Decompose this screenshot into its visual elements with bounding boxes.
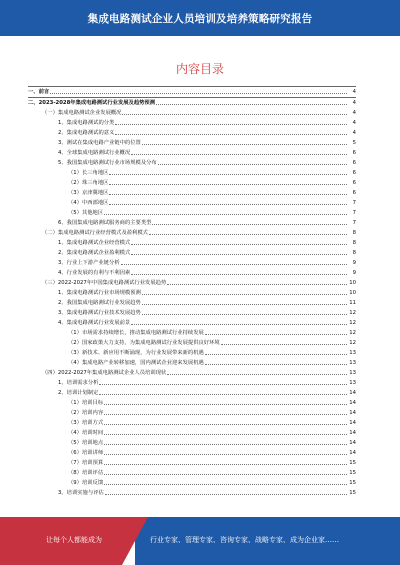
toc-page-number: 5 xyxy=(352,140,356,146)
toc-page-number: 4 xyxy=(352,130,356,136)
toc-dot-leader xyxy=(149,234,347,235)
toc-dot-leader xyxy=(104,444,347,445)
toc-page-number: 6 xyxy=(352,160,356,166)
toc-dot-leader xyxy=(142,294,347,295)
toc-dot-leader xyxy=(50,93,347,94)
toc-entry[interactable] xyxy=(28,188,356,198)
toc-page-number: 13 xyxy=(349,380,356,386)
toc-entry[interactable] xyxy=(28,208,356,218)
toc-entry[interactable] xyxy=(28,158,356,168)
toc-dot-leader xyxy=(109,174,347,175)
toc-entry-title: 3、测试在集成电路产业链中的位置 xyxy=(58,140,141,146)
toc-entry[interactable] xyxy=(28,368,356,378)
toc-dot-leader xyxy=(104,474,347,475)
toc-entry[interactable] xyxy=(28,328,356,338)
toc-entry[interactable] xyxy=(28,97,356,108)
toc-page-number: 8 xyxy=(352,250,356,256)
toc-dot-leader xyxy=(109,204,347,205)
toc-dot-leader xyxy=(104,404,347,405)
toc-dot-leader xyxy=(221,344,347,345)
toc-page-number: 14 xyxy=(349,420,356,426)
toc-entry[interactable] xyxy=(28,148,356,158)
toc-page-number: 4 xyxy=(352,110,356,116)
toc-page-number: 8 xyxy=(352,230,356,236)
toc-entry-title: （1）长三角地区 xyxy=(68,170,109,176)
toc-page-number: 10 xyxy=(349,290,356,296)
toc-dot-leader xyxy=(109,194,347,195)
toc-dot-leader xyxy=(115,134,347,135)
toc-page-number: 7 xyxy=(352,210,356,216)
toc-dot-leader xyxy=(131,154,347,155)
toc-entry-title: （1）市场需求持续增长，推动集成电路测试行业持续发展 xyxy=(68,330,204,336)
toc-entry[interactable] xyxy=(28,118,356,128)
toc-page-number: 12 xyxy=(349,330,356,336)
toc-page-number: 14 xyxy=(349,440,356,446)
toc-page-number: 15 xyxy=(349,480,356,486)
toc-entry-title: （9）培训反馈 xyxy=(68,480,104,486)
toc-entry[interactable] xyxy=(28,348,356,358)
toc-entry-title: 2、集成电路测试的意义 xyxy=(58,130,115,136)
toc-dot-leader xyxy=(121,264,347,265)
toc-entry[interactable] xyxy=(28,308,356,318)
toc-dot-leader xyxy=(158,164,347,165)
toc-entry[interactable] xyxy=(28,318,356,328)
toc-page-number: 9 xyxy=(352,270,356,276)
toc-entry[interactable] xyxy=(28,488,356,498)
toc-dot-leader xyxy=(122,114,347,115)
toc-page-number: 8 xyxy=(352,240,356,246)
toc-entry[interactable] xyxy=(28,458,356,468)
toc-page-number: 14 xyxy=(349,430,356,436)
toc-entry-title: 二、2023-2028年集成电路测试行业发展及趋势预测 xyxy=(28,100,156,106)
toc-dot-leader xyxy=(205,334,347,335)
toc-dot-leader xyxy=(99,394,347,395)
toc-entry[interactable] xyxy=(28,478,356,488)
toc-dot-leader xyxy=(156,104,347,105)
toc-entry[interactable] xyxy=(28,468,356,478)
toc-entry-title: 3、行业上下游产业链分析 xyxy=(58,260,120,266)
toc-entry-title: （一）集成电路测试企业发展概况 xyxy=(42,110,122,116)
toc-dot-leader xyxy=(109,184,347,185)
toc-entry-title: 3、培训实施与评估 xyxy=(58,490,104,496)
toc-entry-title: 1、集成电路测试行业市场规模预测 xyxy=(58,290,141,296)
toc-dot-leader xyxy=(142,144,347,145)
toc-page-number: 15 xyxy=(349,470,356,476)
footer-right-text: 行业专家、管理专家、咨询专家、战略专家、成为企业家…… xyxy=(150,536,339,544)
toc-page-number: 4 xyxy=(352,89,356,95)
toc-dot-leader xyxy=(104,214,347,215)
toc-entry-title: （8）培训评估 xyxy=(68,470,104,476)
toc-entry[interactable] xyxy=(28,218,356,228)
toc-entry-title: 6、我国集成电路测试服务商的主要类型 xyxy=(58,220,152,226)
toc-entry-title: （4）集成电路产业转移加速，国内测试企业迎来发展机遇 xyxy=(68,360,204,366)
toc-page-number: 12 xyxy=(349,340,356,346)
toc-entry-title: （二）集成电路测试行业经营模式及盈利模式 xyxy=(42,230,148,236)
toc-dot-leader xyxy=(99,384,347,385)
toc-entry[interactable] xyxy=(28,86,356,97)
toc-entry-title: （1）培训目标 xyxy=(68,400,104,406)
toc-dot-leader xyxy=(205,354,347,355)
toc-entry-title: （3）京津冀地区 xyxy=(68,190,109,196)
toc-page-number: 10 xyxy=(349,280,356,286)
toc-entry-title: 4、全球集成电路测试行业概况 xyxy=(58,150,131,156)
toc-entry[interactable] xyxy=(28,168,356,178)
toc-dot-leader xyxy=(131,324,347,325)
toc-entry[interactable] xyxy=(28,248,356,258)
toc-dot-leader xyxy=(131,274,347,275)
toc-entry[interactable] xyxy=(28,428,356,438)
toc-entry-title: （2）培训内容 xyxy=(68,410,104,416)
toc-page-number: 13 xyxy=(349,350,356,356)
footer-left-text: 让每个人都能成为 xyxy=(46,536,102,544)
toc-page-number: 12 xyxy=(349,320,356,326)
toc-dot-leader xyxy=(131,244,347,245)
toc-dot-leader xyxy=(167,284,347,285)
toc-dot-leader xyxy=(104,484,347,485)
toc-entry-title: （四）2022-2027年集成电路测试企业人员培训现状 xyxy=(42,370,167,376)
toc-entry[interactable] xyxy=(28,438,356,448)
toc-page-number: 14 xyxy=(349,400,356,406)
toc-entry-title: 5、我国集成电路测试行业市场规模及分布 xyxy=(58,160,157,166)
toc-entry[interactable] xyxy=(28,338,356,348)
toc-entry[interactable] xyxy=(28,258,356,268)
toc-dot-leader xyxy=(205,364,347,365)
toc-entry-title: （4）中西部地区 xyxy=(68,200,109,206)
toc-entry[interactable] xyxy=(28,298,356,308)
toc-dot-leader xyxy=(105,494,347,495)
toc-page-number: 12 xyxy=(349,310,356,316)
toc-entry-title: （3）新技术、新应用不断涌现，为行业发展带来新的机遇 xyxy=(68,350,204,356)
toc-page-number: 14 xyxy=(349,450,356,456)
toc-page-number: 6 xyxy=(352,170,356,176)
toc-page-number: 15 xyxy=(349,490,356,496)
toc-dot-leader xyxy=(131,254,347,255)
toc-page-number: 14 xyxy=(349,410,356,416)
toc-entry-title: （三）2022-2027年中国集成电路测试行业发展趋势 xyxy=(42,280,167,286)
report-title: 集成电路测试企业人员培训及培养策略研究报告 xyxy=(87,13,313,25)
toc-page-number: 7 xyxy=(352,220,356,226)
toc-entry-title: （6）培训讲师 xyxy=(68,450,104,456)
toc-entry[interactable] xyxy=(28,448,356,458)
toc-entry-title: 1、集成电路测试的分类 xyxy=(58,120,115,126)
toc-entry-title: 2、我国集成电路测试行业发展趋势 xyxy=(58,300,141,306)
toc-entry[interactable] xyxy=(28,418,356,428)
toc-entry-title: （5）培训地点 xyxy=(68,440,104,446)
toc-entry[interactable] xyxy=(28,138,356,148)
toc-entry[interactable] xyxy=(28,378,356,388)
toc-dot-leader xyxy=(104,434,347,435)
toc-entry-title: （2）国家政策大力支持，为集成电路测试行业发展提供良好环境 xyxy=(68,340,220,346)
toc-entry[interactable] xyxy=(28,408,356,418)
toc-page-number: 13 xyxy=(349,360,356,366)
toc-entry[interactable] xyxy=(28,268,356,278)
toc-entry-title: 1、集成电路测试企业经营模式 xyxy=(58,240,131,246)
toc-page-number: 7 xyxy=(352,200,356,206)
toc-page-number: 4 xyxy=(352,100,356,106)
toc-dot-leader xyxy=(115,124,347,125)
toc-entry[interactable] xyxy=(28,228,356,238)
footer-slant xyxy=(122,517,148,565)
toc-entry-title: 3、集成电路测试行业技术发展趋势 xyxy=(58,310,141,316)
report-header-bar xyxy=(0,0,400,36)
toc-dot-leader xyxy=(104,424,347,425)
toc-dot-leader xyxy=(142,304,347,305)
toc-page-number: 4 xyxy=(352,120,356,126)
toc-entry[interactable] xyxy=(28,108,356,118)
toc-entry[interactable] xyxy=(28,178,356,188)
toc-entry[interactable] xyxy=(28,288,356,298)
toc-page-number: 6 xyxy=(352,150,356,156)
toc-entry[interactable] xyxy=(28,398,356,408)
toc-entry-title: 4、集成电路测试行业发展前景 xyxy=(58,320,131,326)
toc-entry-title: （3）培训方式 xyxy=(68,420,104,426)
toc-page-number: 13 xyxy=(349,370,356,376)
toc-entry-title: 一、前言 xyxy=(28,89,50,95)
toc-dot-leader xyxy=(104,414,347,415)
toc-dot-leader xyxy=(152,224,347,225)
toc-entry-title: 1、培训需求分析 xyxy=(58,380,99,386)
toc-dot-leader xyxy=(104,454,347,455)
toc-page-number: 6 xyxy=(352,180,356,186)
toc-page-number: 15 xyxy=(349,460,356,466)
toc-entry-title: （4）培训时间 xyxy=(68,430,104,436)
toc-heading: 内容目录 xyxy=(175,62,224,76)
toc-dot-leader xyxy=(142,314,347,315)
toc-entry-title: （7）培训预算 xyxy=(68,460,104,466)
table-of-contents xyxy=(28,86,356,498)
footer-banner xyxy=(0,517,400,565)
toc-entry[interactable] xyxy=(28,128,356,138)
toc-entry-title: （5）其他地区 xyxy=(68,210,104,216)
toc-entry-title: 2、培训计划制定 xyxy=(58,390,99,396)
toc-entry[interactable] xyxy=(28,238,356,248)
toc-dot-leader xyxy=(167,374,347,375)
toc-entry-title: 2、集成电路测试企业盈利模式 xyxy=(58,250,131,256)
toc-entry-title: （2）珠三角地区 xyxy=(68,180,109,186)
toc-dot-leader xyxy=(104,464,347,465)
toc-page-number: 11 xyxy=(349,300,356,306)
toc-entry-title: 4、行业发展的有利与不利因素 xyxy=(58,270,131,276)
toc-entry[interactable] xyxy=(28,388,356,398)
toc-entry[interactable] xyxy=(28,358,356,368)
toc-entry[interactable] xyxy=(28,278,356,288)
toc-page-number: 9 xyxy=(352,260,356,266)
toc-page-number: 14 xyxy=(349,390,356,396)
toc-page-number: 6 xyxy=(352,190,356,196)
toc-entry[interactable] xyxy=(28,198,356,208)
